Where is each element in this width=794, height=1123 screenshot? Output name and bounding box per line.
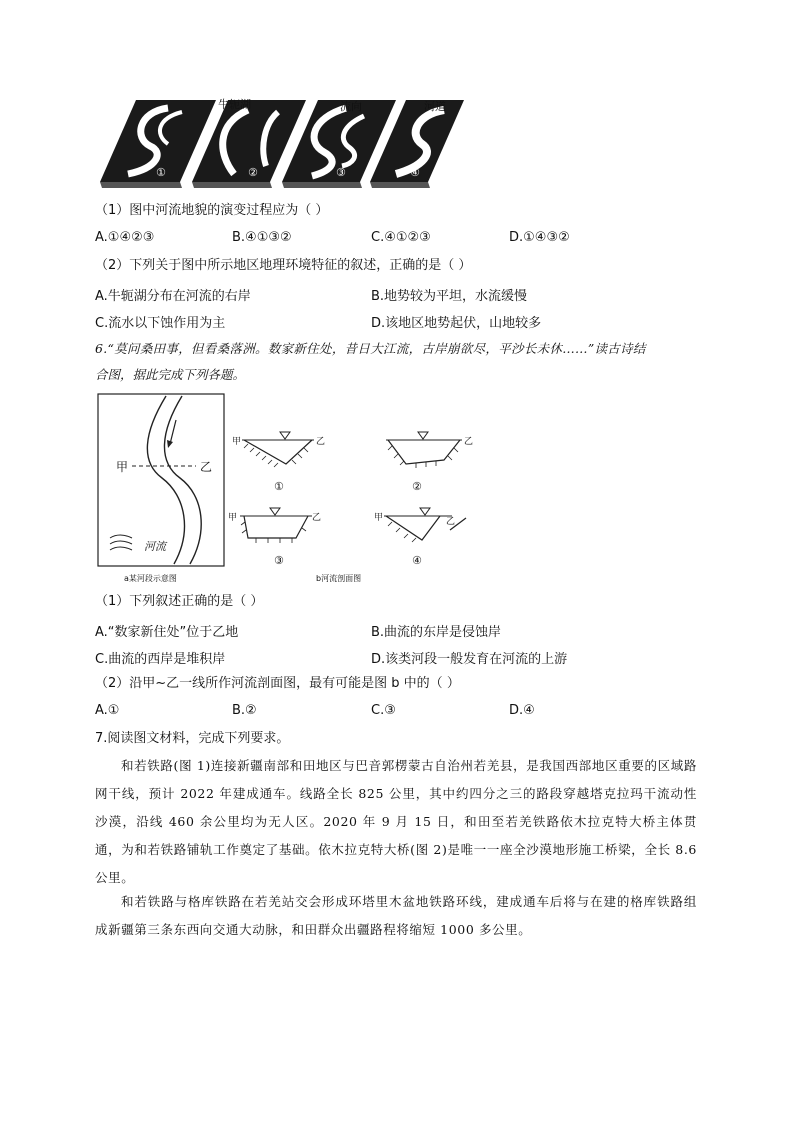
profile-number-4: ④ [412, 554, 422, 567]
q5-sub2-option-a[interactable]: A.牛轭湖分布在河流的右岸 [95, 289, 251, 304]
profile-2 [386, 432, 473, 493]
q5-sub1-option-c[interactable]: C.④①②③ [371, 230, 431, 245]
q6-sub2-option-c[interactable]: C.③ [371, 703, 396, 718]
figure-a-river-section [96, 392, 228, 586]
panel-number-1: ① [156, 166, 166, 179]
q5-sub1-option-a[interactable]: A.①④②③ [95, 230, 155, 245]
q7-stem: 7.阅读图文材料，完成下列要求。 [95, 731, 290, 746]
river-evolution-figure [98, 94, 468, 192]
q5-sub2-option-d[interactable]: D.该地区地势起伏，山地较多 [371, 316, 542, 331]
q6-sub1-option-c[interactable]: C.曲流的西岸是堆积岸 [95, 652, 226, 667]
q5-sub1-option-b[interactable]: B.④①③② [232, 230, 292, 245]
svg-text:乙: 乙 [464, 437, 474, 447]
q6-sub1-option-d[interactable]: D.该类河段一般发育在河流的上游 [371, 652, 568, 667]
svg-text:乙: 乙 [446, 517, 456, 527]
q6-sub2-option-a[interactable]: A.① [95, 703, 120, 718]
label-channel: 河道 [424, 100, 446, 113]
q6-sub1-option-b[interactable]: B.曲流的东岸是侵蚀岸 [371, 625, 502, 640]
label-jia: 甲 [116, 460, 129, 474]
q6-intro-line1: 6.“莫问桑田事，但看桑落洲。数家新住处，昔日大江流，古岸崩欲尽，平沙长未休……”读古诗结 [95, 341, 646, 356]
q5-sub1-stem: （1）图中河流地貌的演变过程应为（ ） [95, 203, 329, 218]
svg-text:甲: 甲 [374, 513, 384, 523]
svg-text:甲: 甲 [232, 437, 242, 447]
figure-b-river-profiles [226, 430, 476, 586]
label-flow-direction: 流向 [340, 100, 362, 113]
profile-1 [232, 432, 325, 493]
q5-sub2-option-b[interactable]: B.地势较为平坦，水流缓慢 [371, 289, 528, 304]
svg-text:乙: 乙 [316, 437, 326, 447]
label-oxbow-lake: 牛轭湖 [218, 98, 251, 111]
q5-sub2-option-c[interactable]: C.流水以下蚀作用为主 [95, 316, 226, 331]
profile-3 [228, 508, 321, 567]
caption-figure-b: b河流剖面图 [316, 574, 362, 583]
profile-number-2: ② [412, 480, 422, 493]
q6-sub2-option-b[interactable]: B.② [232, 703, 257, 718]
q7-paragraph-1: 和若铁路(图 1)连接新疆南部和田地区与巴音郭楞蒙古自治州若羌县，是我国西部地区重要的区域路网干线，预计 2022 年建成通车。线路全长 825 公里，其中约四分之三的路段穿越塔克拉玛干流动性沙漠，沿线 460 余公里均为无人区。2020 年 9 月 15 日，和田至若羌铁路依木拉克特大桥主体贯通，为和若铁路铺轨工作奠定了基础。依木拉克特大桥(图 2)是唯一一座全沙漠地形施工桥梁，全长 8.6 公里。 [95, 758, 697, 885]
label-yi: 乙 [200, 460, 213, 474]
panel-number-2: ② [248, 166, 258, 179]
svg-text:甲: 甲 [228, 513, 238, 523]
q6-intro-line2: 合图，据此完成下列各题。 [95, 367, 246, 382]
q6-sub1-stem: （1）下列叙述正确的是（ ） [95, 594, 264, 609]
profile-number-3: ③ [274, 554, 284, 567]
q5-sub2-stem: （2）下列关于图中所示地区地理环境特征的叙述，正确的是（ ） [95, 258, 472, 273]
svg-text:乙: 乙 [312, 513, 322, 523]
caption-figure-a: a某河段示意图 [124, 574, 177, 583]
q6-sub1-option-a[interactable]: A.“数家新住处”位于乙地 [95, 625, 239, 640]
profile-number-1: ① [274, 480, 284, 493]
profile-4 [374, 508, 466, 567]
q6-sub2-stem: （2）沿甲~乙一线所作河流剖面图，最有可能是图 b 中的（ ） [95, 676, 460, 691]
q5-sub1-option-d[interactable]: D.①④③② [509, 230, 570, 245]
label-river-legend: 河流 [144, 540, 166, 553]
q7-paragraph-2: 和若铁路与格库铁路在若羌站交会形成环塔里木盆地铁路环线，建成通车后将与在建的格库铁路组成新疆第三条东西向交通大动脉，和田群众出疆路程将缩短 1000 多公里。 [95, 894, 697, 937]
panel-number-4: ④ [410, 166, 420, 179]
panel-number-3: ③ [336, 166, 346, 179]
q6-sub2-option-d[interactable]: D.④ [509, 703, 535, 718]
